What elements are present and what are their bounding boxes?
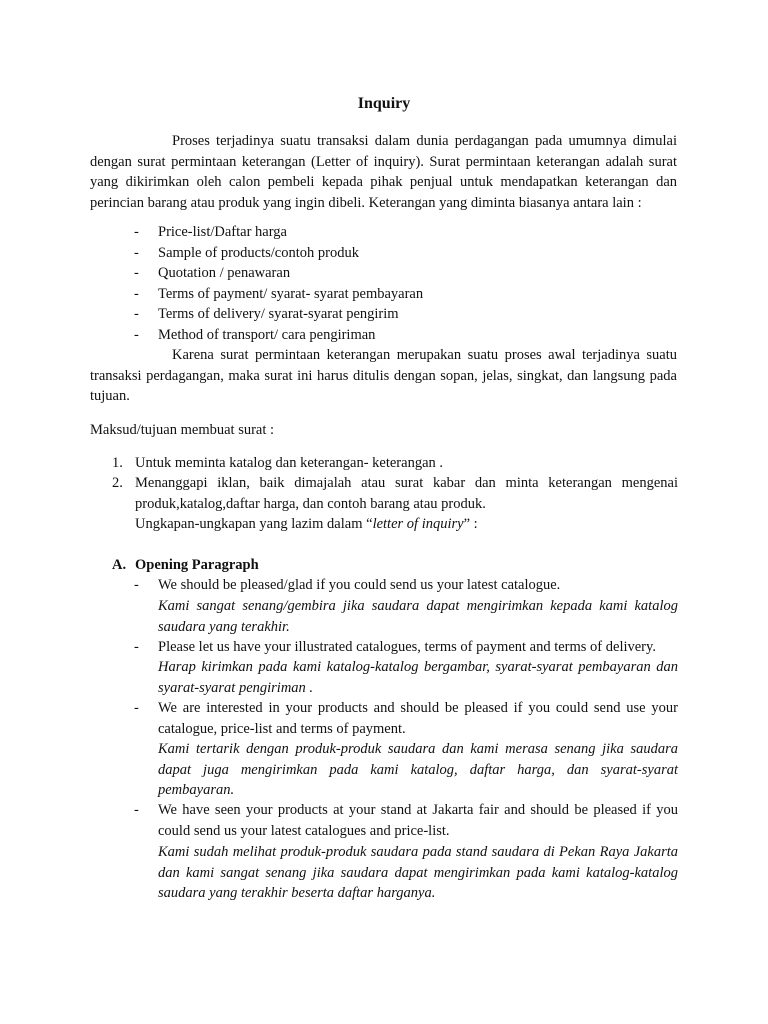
expressions-term: letter of inquiry — [372, 516, 464, 532]
item-text: Untuk meminta katalog dan keterangan- keterangan . — [135, 455, 444, 471]
second-paragraph: Karena surat permintaan keterangan merupakan suatu proses awal terjadinya suatu transaksi perdagangan, maka surat ini harus ditulis dengan sopan, jelas, singkat, dan langsung pada tujuan. — [90, 347, 677, 404]
example-indonesian: Kami sangat senang/gembira jika saudara dapat mengirimkan kepada kami katalog saudara yang terakhir. — [158, 598, 678, 635]
expressions-suffix: ” : — [463, 516, 478, 532]
bullet-dash: - — [134, 245, 139, 261]
bullet-dash: - — [134, 327, 139, 343]
page-title: Inquiry — [357, 95, 411, 112]
item-number: 1. — [112, 455, 123, 471]
purpose-heading: Maksud/tujuan membuat surat : — [90, 422, 275, 438]
example-english: Please let us have your illustrated catalogues, terms of payment and terms of delivery. — [158, 639, 656, 655]
example-indonesian: Kami sudah melihat produk-produk saudara pada stand saudara di Pekan Raya Jakarta dan kami sangat senang jika saudara dapat mengirimkan pada kami katalog-katalog saudara yang terakhir beserta daftar harganya. — [158, 844, 678, 901]
item-text: Menanggapi iklan, baik dimajalah atau surat kabar dan minta keterangan mengenai produk,katalog,daftar harga, dan contoh barang atau produk. — [135, 475, 678, 512]
list-item-text: Sample of products/contoh produk — [158, 245, 359, 261]
item-number: 2. — [112, 475, 123, 491]
list-item-text: Method of transport/ cara pengiriman — [158, 327, 376, 343]
list-item-text: Terms of payment/ syarat- syarat pembayaran — [158, 286, 424, 302]
expressions-line — [135, 514, 478, 535]
bullet-dash: - — [134, 802, 139, 818]
list-item-text: Price-list/Daftar harga — [158, 224, 287, 240]
bullet-dash: - — [134, 639, 139, 655]
expressions-prefix: Ungkapan-ungkapan yang lazim dalam “ — [135, 516, 373, 532]
bullet-dash: - — [134, 577, 139, 593]
section-a-label: A. — [112, 557, 127, 573]
bullet-dash: - — [134, 224, 139, 240]
example-english: We have seen your products at your stand at Jakarta fair and should be pleased if you could send us your latest catalogues and price-list. — [158, 802, 678, 839]
section-a-heading: Opening Paragraph — [135, 557, 259, 573]
example-english: We are interested in your products and should be pleased if you could send use your catalogue, price-list and terms of payment. — [158, 700, 678, 737]
example-english: We should be pleased/glad if you could send us your latest catalogue. — [158, 577, 561, 593]
bullet-dash: - — [134, 306, 139, 322]
bullet-dash: - — [134, 700, 139, 716]
example-indonesian: Harap kirimkan pada kami katalog-katalog bergambar, syarat-syarat pembayaran dan syarat-syarat pengiriman . — [158, 659, 678, 696]
bullet-dash: - — [134, 286, 139, 302]
list-item-text: Quotation / penawaran — [158, 265, 291, 281]
list-item-text: Terms of delivery/ syarat-syarat pengirim — [158, 306, 399, 322]
bullet-dash: - — [134, 265, 139, 281]
example-indonesian: Kami tertarik dengan produk-produk saudara dan kami merasa senang jika saudara dapat juga mengirimkan pada kami katalog, daftar harga, dan syarat-syarat pembayaran. — [158, 741, 678, 798]
intro-paragraph: Proses terjadinya suatu transaksi dalam dunia perdagangan pada umumnya dimulai dengan surat permintaan keterangan (Letter of inquiry). Surat permintaan keterangan adalah surat yang dikirimkan oleh calon pembeli kepada pihak penjual untuk mendapatkan keterangan dan perincian barang atau produk yang ingin dibeli. Keterangan yang diminta biasanya antara lain : — [90, 133, 677, 211]
